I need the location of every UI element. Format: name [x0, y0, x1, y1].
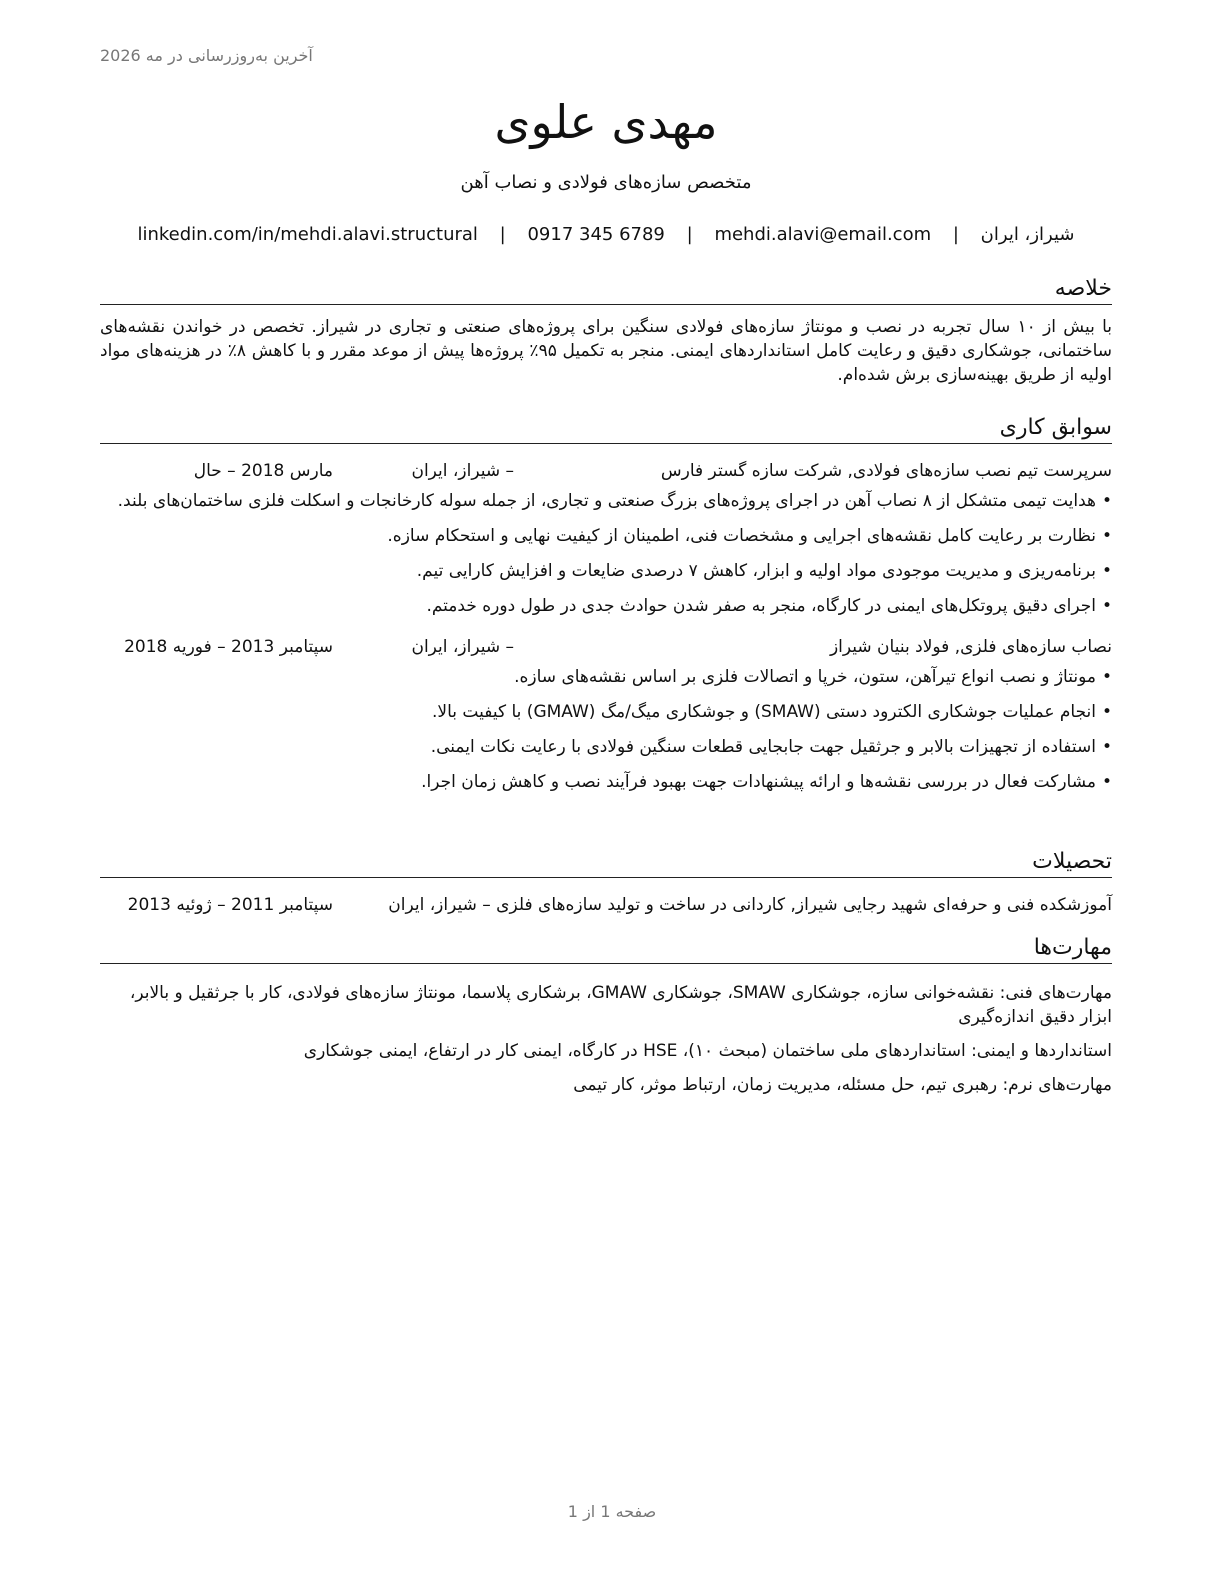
skills-standards: استانداردها و ایمنی: استانداردهای ملی ساختمان (مبحث ۱۰)، HSE در کارگاه، ایمنی کار در ارتفاع، ایمنی جوشکاری — [303, 1041, 1112, 1061]
page-number: صفحه 1 از 1 — [567, 1502, 657, 1521]
job-header — [100, 458, 1112, 484]
experience-section — [100, 414, 1112, 804]
section-title-summary: خلاصه — [100, 275, 1112, 305]
job-bullet: • مونتاژ و نصب انواع تیرآهن، ستون، خرپا و اتصالات فلزی بر اساس نقشه‌های سازه. — [100, 664, 1112, 690]
job-bullet: • استفاده از تجهیزات بالابر و جرثقیل جهت جابجایی قطعات سنگین فولادی با رعایت نکات ایمنی. — [100, 734, 1112, 760]
job-bullets — [100, 488, 1112, 619]
job-header — [100, 634, 1112, 660]
contact-separator: | — [499, 224, 506, 245]
job-bullet: • برنامه‌ریزی و مدیریت موجودی مواد اولیه و ابزار، کاهش ۷ درصدی ضایعات و افزایش کارایی تیم. — [100, 558, 1112, 584]
job-bullet: • مشارکت فعال در بررسی نقشه‌ها و ارائه پیشنهادات جهت بهبود فرآیند نصب و کاهش زمان اجرا. — [100, 769, 1112, 795]
skills-soft: مهارت‌های نرم: رهبری تیم، حل مسئله، مدیریت زمان، ارتباط موثر، کار تیمی — [573, 1075, 1112, 1095]
job-bullets — [100, 664, 1112, 795]
job-location: – شیراز، ایران — [411, 461, 514, 481]
education-section — [100, 848, 1112, 918]
section-title-skills: مهارت‌ها — [100, 934, 1112, 964]
education-dates: سپتامبر 2011 – ژوئیه 2013 — [127, 895, 333, 915]
summary-section — [100, 275, 1112, 387]
contact-separator: | — [952, 224, 959, 245]
job-role: سرپرست تیم نصب سازه‌های فولادی, شرکت سازه گستر فارس — [660, 461, 1112, 481]
candidate-name: مهدی علوی — [494, 95, 718, 149]
job-dates: سپتامبر 2013 – فوریه 2018 — [124, 637, 333, 657]
contact-location: شیراز، ایران — [980, 224, 1075, 245]
skills-section — [100, 934, 1112, 1107]
education-school: آموزشکده فنی و حرفه‌ای شهید رجایی شیراز, کاردانی در ساخت و تولید سازه‌های فلزی – شیراز، ایران — [388, 895, 1112, 915]
contact-phone[interactable]: 0917 345 6789 — [527, 224, 665, 245]
job-bullet: • هدایت تیمی متشکل از ۸ نصاب آهن در اجرای پروژه‌های بزرگ صنعتی و تجاری، از جمله سوله کارخانجات و اسکلت فلزی ساختمان‌های بلند. — [100, 488, 1112, 514]
contact-linkedin[interactable]: linkedin.com/in/mehdi.alavi.structural — [137, 224, 478, 245]
summary-text: با بیش از ۱۰ سال تجربه در نصب و مونتاژ سازه‌های فولادی سنگین برای پروژه‌های صنعتی و تجاری در شیراز. تخصص در خواندن نقشه‌های ساختمانی، جوشکاری دقیق و رعایت کامل استانداردهای ایمنی. منجر به تکمیل ۹۵٪ پروژه‌ها پیش از موعد مقرر و با کاهش ۸٪ در هزینه‌های مواد اولیه از طریق بهینه‌سازی برش شده‌ام. — [100, 317, 1112, 385]
section-title-education: تحصیلات — [100, 848, 1112, 878]
job-role: نصاب سازه‌های فلزی, فولاد بنیان شیراز — [829, 637, 1112, 657]
last-updated-note: آخرین به‌روزرسانی در مه 2026 — [100, 46, 313, 65]
contact-separator: | — [686, 224, 693, 245]
candidate-headline: متخصص سازه‌های فولادی و نصاب آهن — [460, 172, 752, 193]
job-bullet: • انجام عملیات جوشکاری الکترود دستی (SMAW) و جوشکاری میگ/مگ (GMAW) با کیفیت بالا. — [100, 699, 1112, 725]
skills-technical: مهارت‌های فنی: نقشه‌خوانی سازه، جوشکاری SMAW، جوشکاری GMAW، برشکاری پلاسما، مونتاژ سازه‌های فولادی، کار با جرثقیل و بالابر، ابزار دقیق اندازه‌گیری — [129, 983, 1112, 1027]
education-entry — [100, 892, 1112, 918]
job-bullet: • اجرای دقیق پروتکل‌های ایمنی در کارگاه، منجر به صفر شدن حوادث جدی در طول دوره خدمتم. — [100, 593, 1112, 619]
contact-email[interactable]: mehdi.alavi@email.com — [714, 224, 932, 245]
job-dates: مارس 2018 – حال — [193, 461, 333, 481]
job-location: – شیراز، ایران — [411, 637, 514, 657]
job-bullet: • نظارت بر رعایت کامل نقشه‌های اجرایی و مشخصات فنی، اطمینان از کیفیت نهایی و استحکام سازه. — [100, 523, 1112, 549]
job-entry — [100, 458, 1112, 619]
section-title-experience: سوابق کاری — [100, 414, 1112, 444]
job-entry — [100, 634, 1112, 795]
contact-line — [100, 224, 1112, 245]
